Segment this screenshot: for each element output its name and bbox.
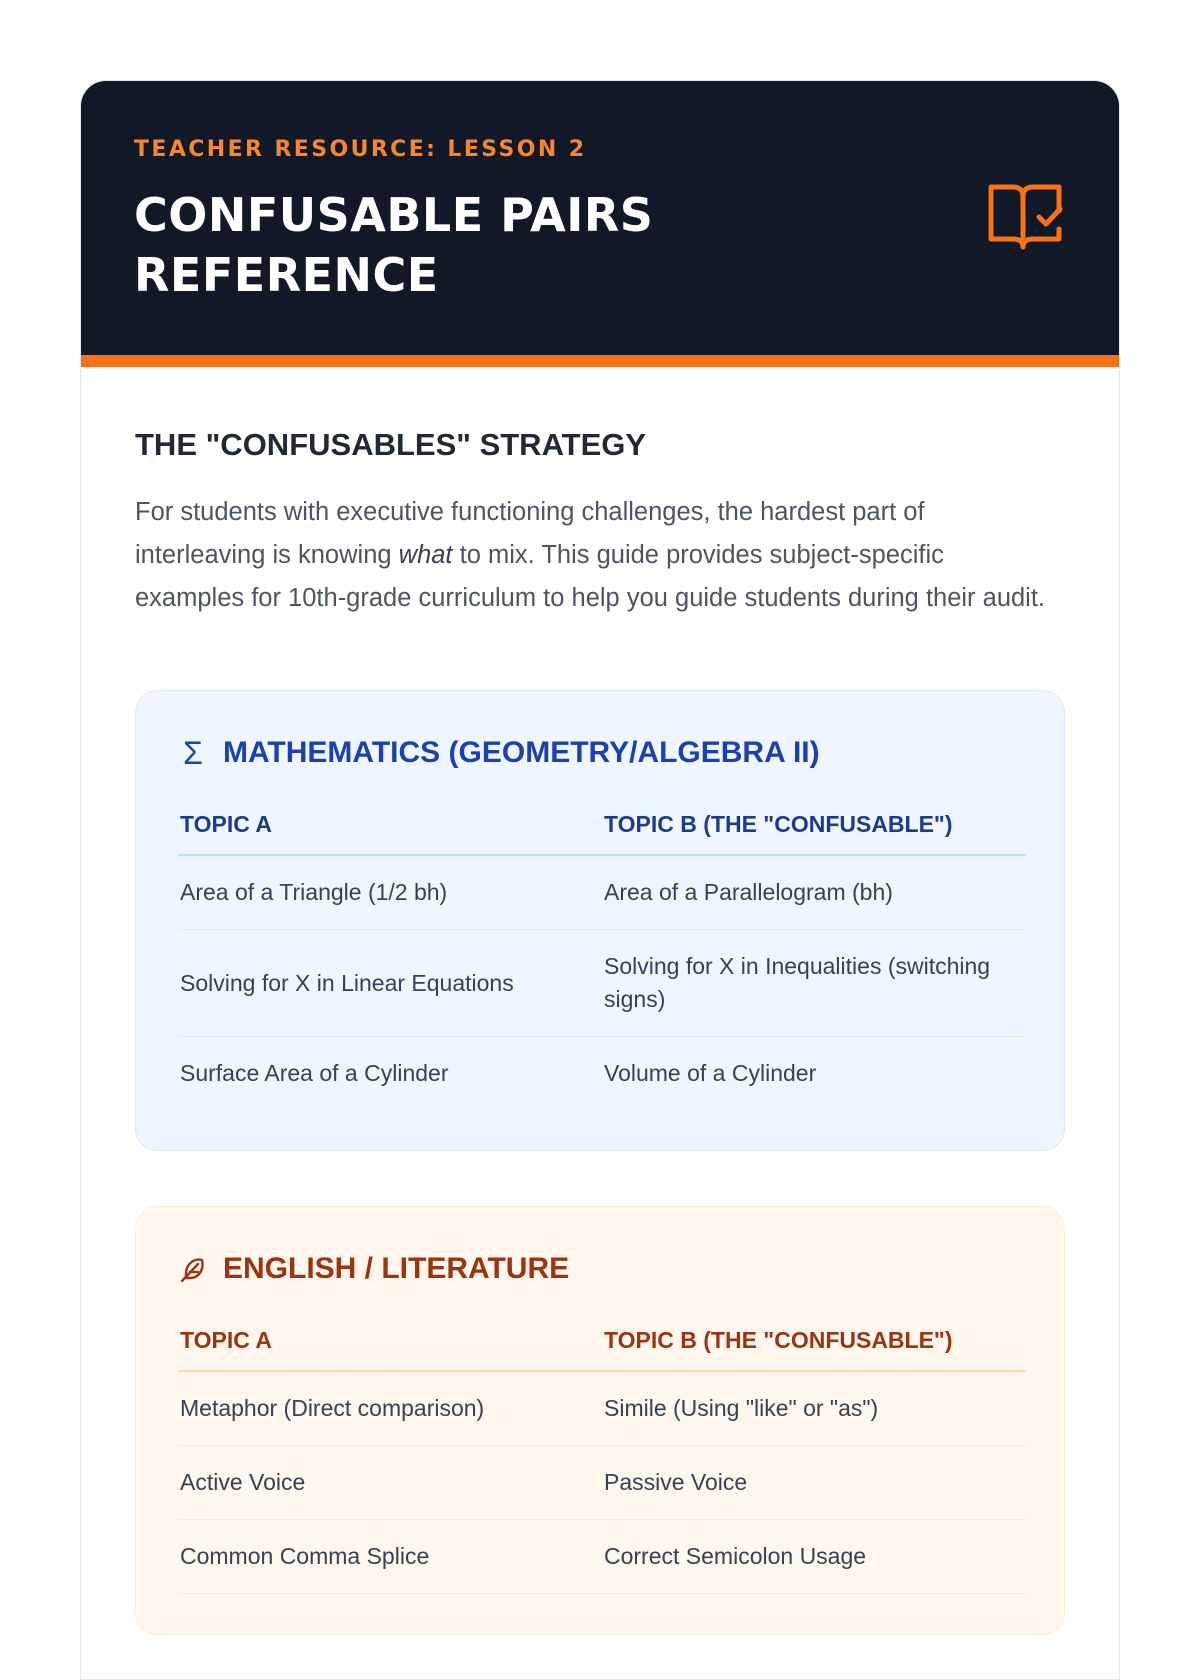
table-cell: Solving for X in Linear Equations [178,930,602,1037]
table-cell: Correct Semicolon Usage [602,1520,1026,1594]
table-cell: Volume of a Cylinder [604,1060,817,1086]
page-title: CONFUSABLE PAIRS REFERENCE [134,188,654,302]
table-row [178,1371,1026,1446]
column-header: TOPIC B (THE "CONFUSABLE") [602,1307,1026,1371]
sigma-icon: Σ [183,735,203,771]
feather-icon [178,1254,208,1284]
subject-card-math [135,690,1065,1151]
section-title: THE "CONFUSABLES" STRATEGY [135,427,647,462]
lesson-eyebrow: TEACHER RESOURCE: LESSON 2 [134,137,587,162]
table-row [178,930,1026,1037]
intro-paragraph [135,491,1060,620]
table-cell: Common Comma Splice [178,1520,602,1594]
table-row [178,855,1026,930]
subject-card-english [135,1206,1065,1635]
intro-text-start: For students with executive functioning challenges, the hardest part of interleaving is knowing [135,498,925,569]
table-row [178,1446,1026,1520]
confusable-table [178,791,1026,1110]
table-cell: Metaphor (Direct comparison) [178,1371,602,1446]
resource-card [80,80,1120,1680]
column-header: TOPIC A [178,791,602,855]
subject-title: ENGLISH / LITERATURE [223,1252,570,1285]
table-cell: Area of a Parallelogram (bh) [602,855,1026,930]
table-cell: Surface Area of a Cylinder [180,1060,449,1086]
table-cell: Simile (Using "like" or "as") [602,1371,1026,1446]
intro-text-end: to mix. This guide provides subject-specific examples for 10th-grade curriculum to help you guide students during their audit. [135,541,1046,612]
subject-title: MATHEMATICS (GEOMETRY/ALGEBRA II) [223,736,820,769]
subject-header [178,1249,1024,1289]
table-header-row [178,1307,1026,1371]
table-cell: Area of a Triangle (1/2 bh) [178,855,602,930]
column-header: TOPIC B (THE "CONFUSABLE") [602,791,1026,855]
confusable-table [178,1307,1026,1594]
content-body [81,367,1119,1635]
subject-header [178,733,1024,773]
intro-emphasis: what [398,541,453,569]
table-cell: Active Voice [178,1446,602,1520]
table-cell: Passive Voice [602,1446,1026,1520]
book-check-icon [987,181,1067,253]
table-row [178,1037,1026,1111]
table-row [178,1520,1026,1594]
table-cell: Solving for X in Inequalities (switching signs) [602,930,1026,1037]
header-banner [81,81,1119,367]
table-header-row [178,791,1026,855]
column-header: TOPIC A [178,1307,602,1371]
